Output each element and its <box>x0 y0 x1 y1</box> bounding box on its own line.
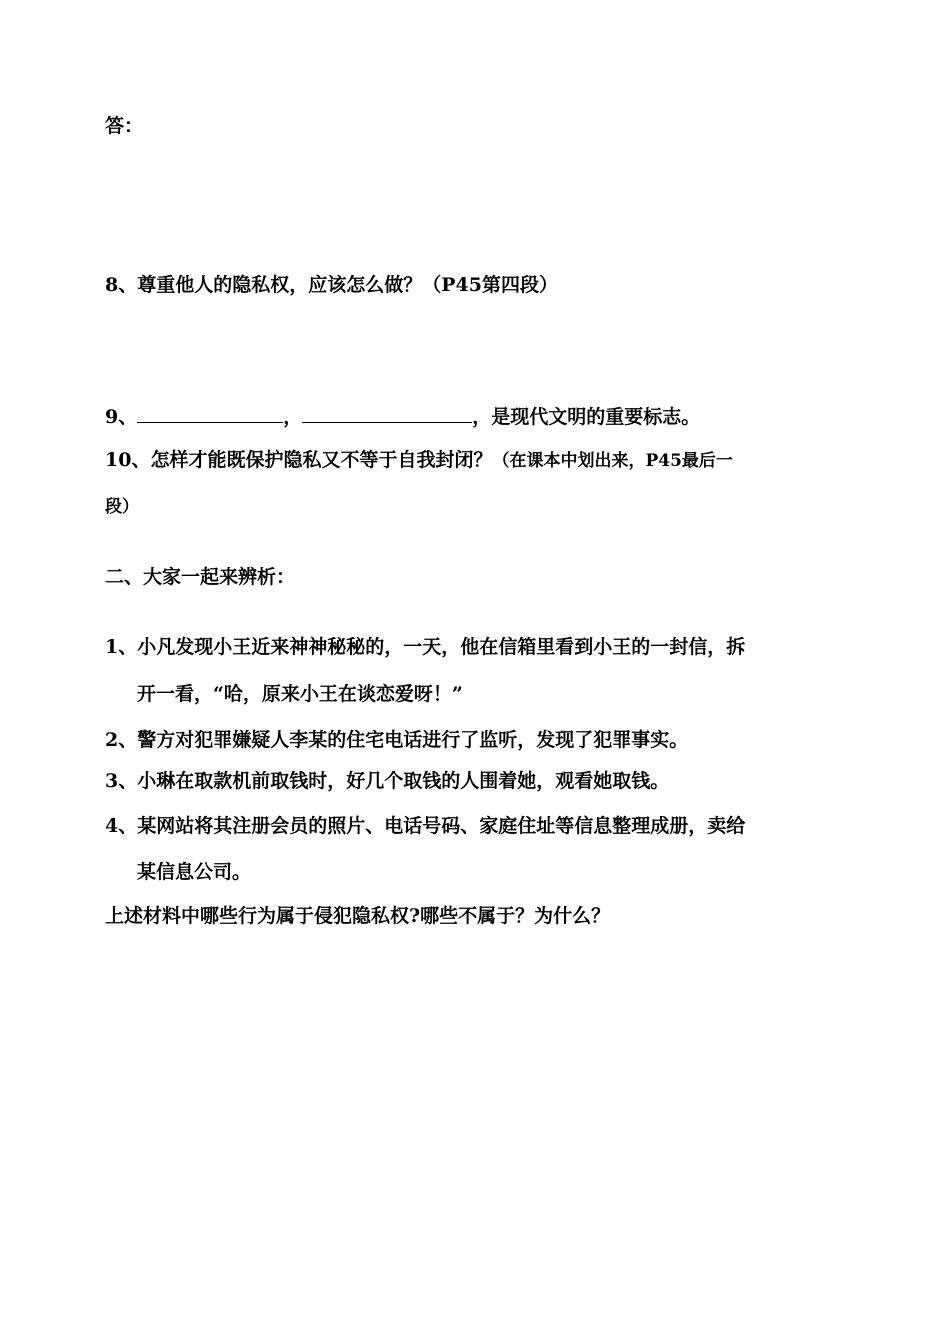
item-1-line-1: 1、小凡发现小王近来神神秘秘的，一天，他在信箱里看到小王的一封信，拆 <box>105 636 746 658</box>
q9-separator: ， <box>283 406 303 428</box>
q9-blank-1[interactable] <box>137 402 283 423</box>
final-question: 上述材料中哪些行为属于侵犯隐私权?哪些不属于？为什么？ <box>105 905 611 927</box>
q9-suffix: ，是现代文明的重要标志。 <box>472 406 701 428</box>
q9-prefix: 9、 <box>105 406 138 428</box>
q10-note: （在课本中划出来，P45最后一 <box>492 451 733 471</box>
section-2-title: 二、大家一起来辨析： <box>105 566 296 588</box>
q9-blank-2[interactable] <box>302 402 472 423</box>
question-10 <box>105 447 733 474</box>
item-2: 2、警方对犯罪嫌疑人李某的住宅电话进行了监听，发现了犯罪事实。 <box>105 729 689 751</box>
q10-note-continued: 段） <box>105 497 139 517</box>
item-1-line-2: 开一看，“哈，原来小王在谈恋爱呀！” <box>137 683 463 705</box>
answer-label: 答： <box>105 115 144 137</box>
item-4-line-2: 某信息公司。 <box>137 861 252 883</box>
question-8: 8、尊重他人的隐私权，应该怎么做？（P45第四段） <box>105 274 558 296</box>
q10-main: 10、怎样才能既保护隐私又不等于自我封闭？ <box>105 449 493 471</box>
question-9 <box>105 402 700 430</box>
item-3: 3、小琳在取款机前取钱时，好几个取钱的人围着她，观看她取钱。 <box>105 770 670 792</box>
item-4-line-1: 4、某网站将其注册会员的照片、电话号码、家庭住址等信息整理成册，卖给 <box>105 815 746 837</box>
